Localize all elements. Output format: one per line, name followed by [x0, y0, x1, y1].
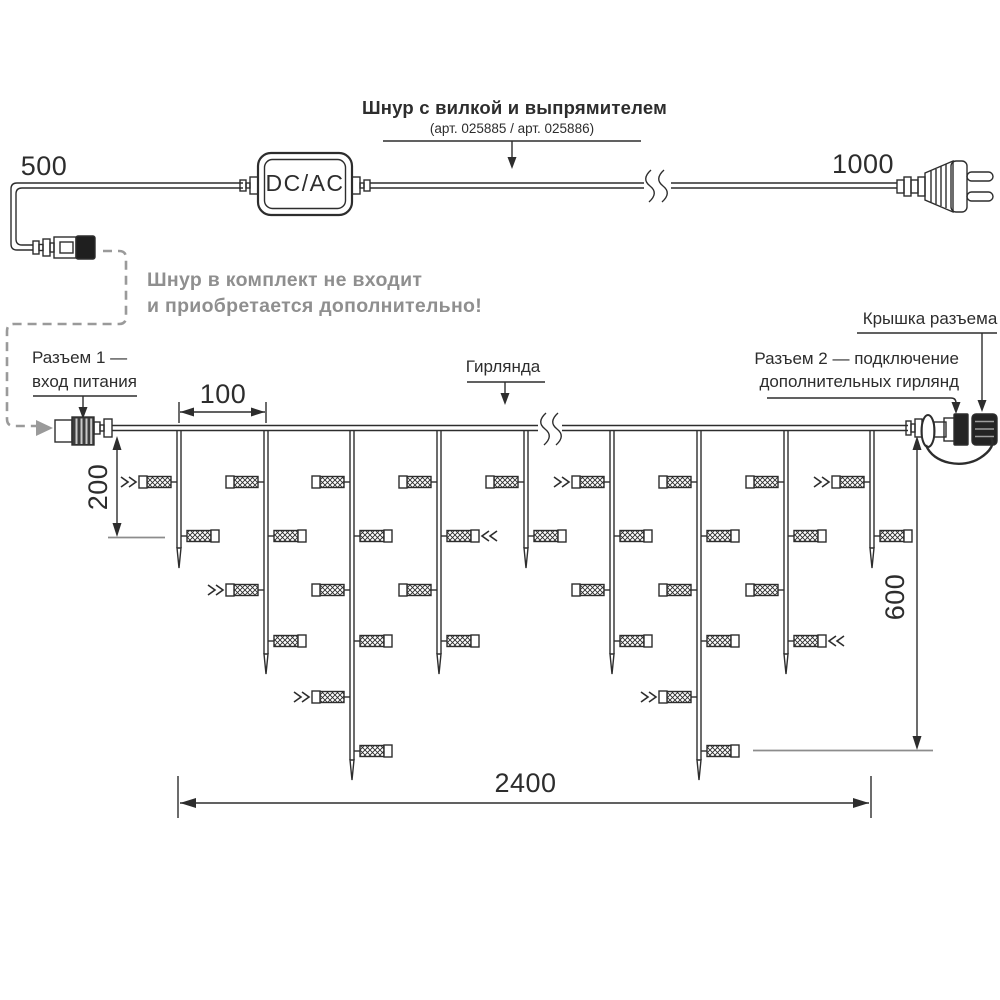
dim-600-label: 600: [880, 573, 910, 621]
lamp-body: [494, 477, 518, 488]
lamp-cap: [818, 635, 826, 647]
lamp-cap: [471, 530, 479, 542]
drop-tip: [870, 548, 874, 568]
lamp-body: [187, 531, 211, 542]
garland-drop: [399, 431, 497, 674]
lamp-body: [407, 585, 431, 596]
garland-drop: [554, 431, 652, 674]
dashed-connection-path: [7, 251, 126, 426]
lamp-body: [880, 531, 904, 542]
lamp-body: [707, 636, 731, 647]
garland-drop: [814, 431, 912, 568]
lamp-body: [707, 746, 731, 757]
cap-label: Крышка разъема: [862, 309, 998, 328]
lamp-cap: [659, 476, 667, 488]
lamp-body: [320, 477, 344, 488]
lamp-cap: [659, 691, 667, 703]
flash-arrow-icon: [121, 477, 136, 487]
drop-tip: [264, 654, 268, 674]
lamp-cap: [746, 584, 754, 596]
plug-prong: [967, 172, 993, 181]
dim-1000-label: 1000: [831, 149, 895, 179]
garland-label: Гирлянда: [465, 357, 541, 376]
flash-arrow-icon: [294, 692, 309, 702]
dcac-label: DC/AC: [265, 170, 345, 197]
garland-drop: [746, 431, 844, 674]
lamp-cap: [471, 635, 479, 647]
connector1-leader: [33, 396, 137, 419]
lamp-body: [447, 531, 471, 542]
lamp-cap: [312, 691, 320, 703]
cord-label: Шнур с вилкой и выпрямителем: [362, 97, 667, 118]
plug-cord-wire: [370, 170, 897, 202]
lamp-cap: [731, 635, 739, 647]
drop-tip: [177, 548, 181, 568]
connector2-label-line2: дополнительных гирлянд: [759, 372, 959, 391]
lamp-body: [667, 477, 691, 488]
lamp-cap: [832, 476, 840, 488]
connector1-label-line2: вход питания: [32, 372, 137, 391]
lamp-cap: [298, 635, 306, 647]
lamp-cap: [312, 476, 320, 488]
connector2-label-line1: Разъем 2 — подключение: [754, 349, 959, 368]
lamp-cap: [384, 635, 392, 647]
lamp-cap: [312, 584, 320, 596]
lamp-body: [794, 636, 818, 647]
lamp-cap: [644, 635, 652, 647]
drop-tip: [784, 654, 788, 674]
lamp-cap: [226, 476, 234, 488]
dashed-arrowhead: [36, 420, 53, 436]
note-line2: и приобретается дополнительно!: [147, 295, 483, 317]
connector1-label-line1: Разъем 1 —: [32, 348, 128, 367]
lamp-cap: [818, 530, 826, 542]
flash-arrow-icon: [554, 477, 569, 487]
drop-tip: [437, 654, 441, 674]
lamp-cap: [384, 745, 392, 757]
power-input-connector: [33, 236, 95, 259]
garland-drop: [121, 431, 219, 568]
flash-arrow-icon: [208, 585, 223, 595]
lamp-cap: [731, 745, 739, 757]
drop-tip: [697, 760, 701, 780]
dim-500-label: 500: [20, 151, 68, 181]
lamp-body: [754, 585, 778, 596]
dim-2400-label: 2400: [494, 768, 557, 798]
garland-drops: [121, 431, 912, 780]
lamp-cap: [298, 530, 306, 542]
lamp-cap: [486, 476, 494, 488]
plug-prong: [967, 192, 993, 201]
lamp-body: [707, 531, 731, 542]
connector2-leader: [767, 398, 961, 414]
flash-arrow-icon: [482, 531, 497, 541]
garland-drop: [486, 431, 566, 568]
lamp-body: [360, 746, 384, 757]
dim-200-label: 200: [83, 463, 113, 511]
drop-tip: [350, 760, 354, 780]
garland-drop: [641, 431, 739, 780]
flash-arrow-icon: [641, 692, 656, 702]
lamp-body: [360, 531, 384, 542]
lamp-cap: [572, 476, 580, 488]
lamp-body: [620, 531, 644, 542]
cord-label-leader: [383, 141, 641, 169]
lamp-body: [534, 531, 558, 542]
lamp-body: [840, 477, 864, 488]
lamp-cap: [211, 530, 219, 542]
garland-drop: [294, 431, 392, 780]
lamp-cap: [659, 584, 667, 596]
lamp-cap: [904, 530, 912, 542]
flash-arrow-icon: [829, 636, 844, 646]
lamp-body: [234, 585, 258, 596]
lamp-cap: [399, 584, 407, 596]
cord-sublabel: (арт. 025885 / арт. 025886): [429, 121, 595, 136]
lamp-body: [274, 636, 298, 647]
lamp-body: [667, 692, 691, 703]
lamp-body: [407, 477, 431, 488]
lamp-cap: [399, 476, 407, 488]
lamp-cap: [731, 530, 739, 542]
wire-break-mark: [659, 170, 668, 202]
flash-arrow-icon: [814, 477, 829, 487]
drop-tip: [610, 654, 614, 674]
note-line1: Шнур в комплект не входит: [147, 269, 423, 291]
lamp-cap: [226, 584, 234, 596]
power-plug: [897, 161, 993, 212]
connector-1: [55, 417, 112, 445]
lamp-body: [147, 477, 171, 488]
lamp-body: [360, 636, 384, 647]
wire-break-mark: [541, 413, 550, 445]
lamp-body: [794, 531, 818, 542]
lamp-body: [580, 585, 604, 596]
drop-tip: [524, 548, 528, 568]
lamp-cap: [139, 476, 147, 488]
lamp-body: [320, 585, 344, 596]
lamp-body: [580, 477, 604, 488]
lamp-cap: [384, 530, 392, 542]
lead-in-wire: [11, 183, 243, 250]
lamp-body: [754, 477, 778, 488]
lamp-cap: [558, 530, 566, 542]
lamp-body: [274, 531, 298, 542]
wire-break-mark: [646, 170, 655, 202]
garland-drop: [208, 431, 306, 674]
lamp-body: [447, 636, 471, 647]
dim-100-label: 100: [199, 379, 247, 409]
wire-break-mark: [553, 413, 562, 445]
lamp-body: [667, 585, 691, 596]
lamp-cap: [644, 530, 652, 542]
lamp-body: [620, 636, 644, 647]
lamp-body: [320, 692, 344, 703]
lamp-cap: [572, 584, 580, 596]
garland-leader: [467, 382, 545, 405]
lamp-cap: [746, 476, 754, 488]
lamp-body: [234, 477, 258, 488]
